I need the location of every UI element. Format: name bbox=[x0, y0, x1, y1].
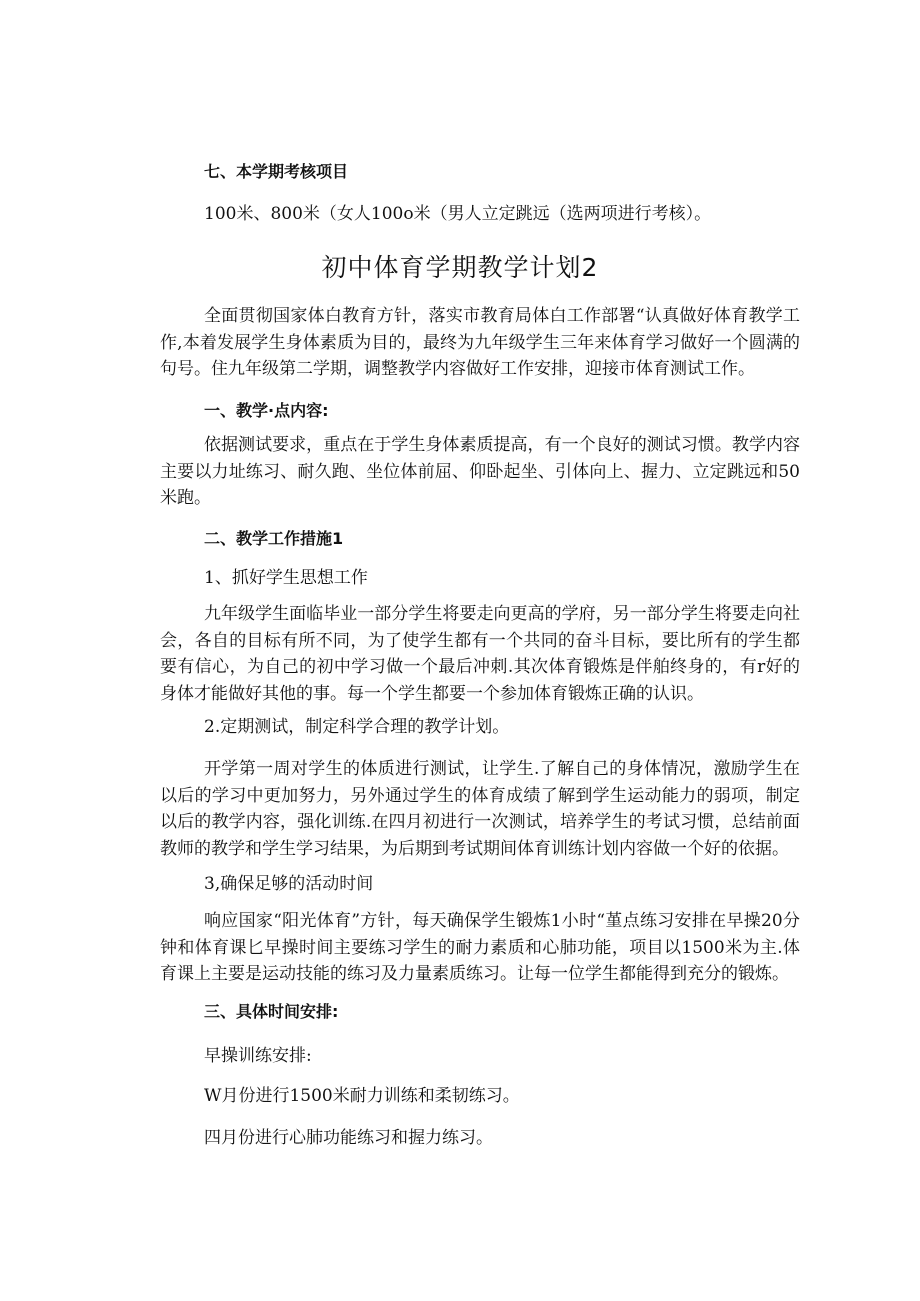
part2-heading: 二、教学工作措施1 bbox=[204, 529, 344, 548]
part3-line1: W月份进行1500米耐力训练和柔韧练习。 bbox=[204, 1086, 520, 1106]
intro-paragraph: 全面贯彻国家体白教育方针，落实市教育局体白工作部署“认真做好体育教学工作,本着发展学生身体素质为目的，最终为九年级学生三年来体育学习做好一个圆满的句号。住九年级第二学期，调整教学内容做好工作安排，迎接市体育测试工作。 bbox=[160, 306, 800, 379]
part3-line2: 四月份进行心肺功能练习和握力练习。 bbox=[204, 1128, 493, 1148]
part2-item3-title: 3,确保足够的活动时间 bbox=[204, 874, 374, 894]
part1-body: 依据测试要求，重点在于学生身体素质提高，有一个良好的测试习惯。教学内容主要以力址练习、耐久跑、坐位体前屈、仰卧起坐、引体向上、握力、立定跳远和50米跑。 bbox=[160, 435, 800, 508]
page-title: 初中体育学期教学计划2 bbox=[321, 253, 599, 282]
part1-heading: 一、教学·点内容: bbox=[204, 401, 329, 420]
part2-item3-body: 响应国家“阳光体育”方针，每天确保学生锻炼1小时“堇点练习安排在早操20分钟和体育课匕早操时间主要练习学生的耐力素质和心肺功能，项目以1500米为主.体育课上主要是运动技能的练习及力量素质练习。让每一位学生都能得到充分的锻炼。 bbox=[160, 911, 800, 984]
section7-heading: 七、本学期考核项目 bbox=[204, 162, 349, 181]
part2-item1-body: 九年级学生面临毕业一部分学生将要走向更高的学府，另一部分学生将要走向社会，各自的目标有所不同，为了使学生都有一个共同的奋斗目标，要比所有的学生都要有信心，为自己的初中学习做一个最后冲刺.其次体育锻炼是伴舶终身的，有r好的身体才能做好其他的事。每一个学生都要一个参加体育锻炼正确的认识。 bbox=[160, 604, 800, 704]
part2-item2-body: 开学第一周对学生的体质进行测试，让学生.了解自己的身体情况，激励学生在以后的学习中更加努力，另外通过学生的体育成绩了解到学生运动能力的弱项，制定以后的教学内容，强化训练.在四月初进行一次测试，培养学生的考试习惯，总结前面教师的教学和学生学习结果，为后期到考试期间体育训练计划内容做一个好的依据。 bbox=[160, 759, 800, 859]
part2-item1-title: 1、抓好学生思想工作 bbox=[204, 568, 368, 588]
part2-item2-title: 2.定期测试，制定科学合理的教学计划。 bbox=[204, 717, 510, 737]
part3-subheading: 早操训练安排: bbox=[204, 1046, 312, 1066]
section7-body: 100米、800米（女人100o米（男人立定跳远（选两项进行考核）。 bbox=[204, 204, 712, 224]
part3-heading: 三、具体时间安排: bbox=[204, 1002, 339, 1021]
